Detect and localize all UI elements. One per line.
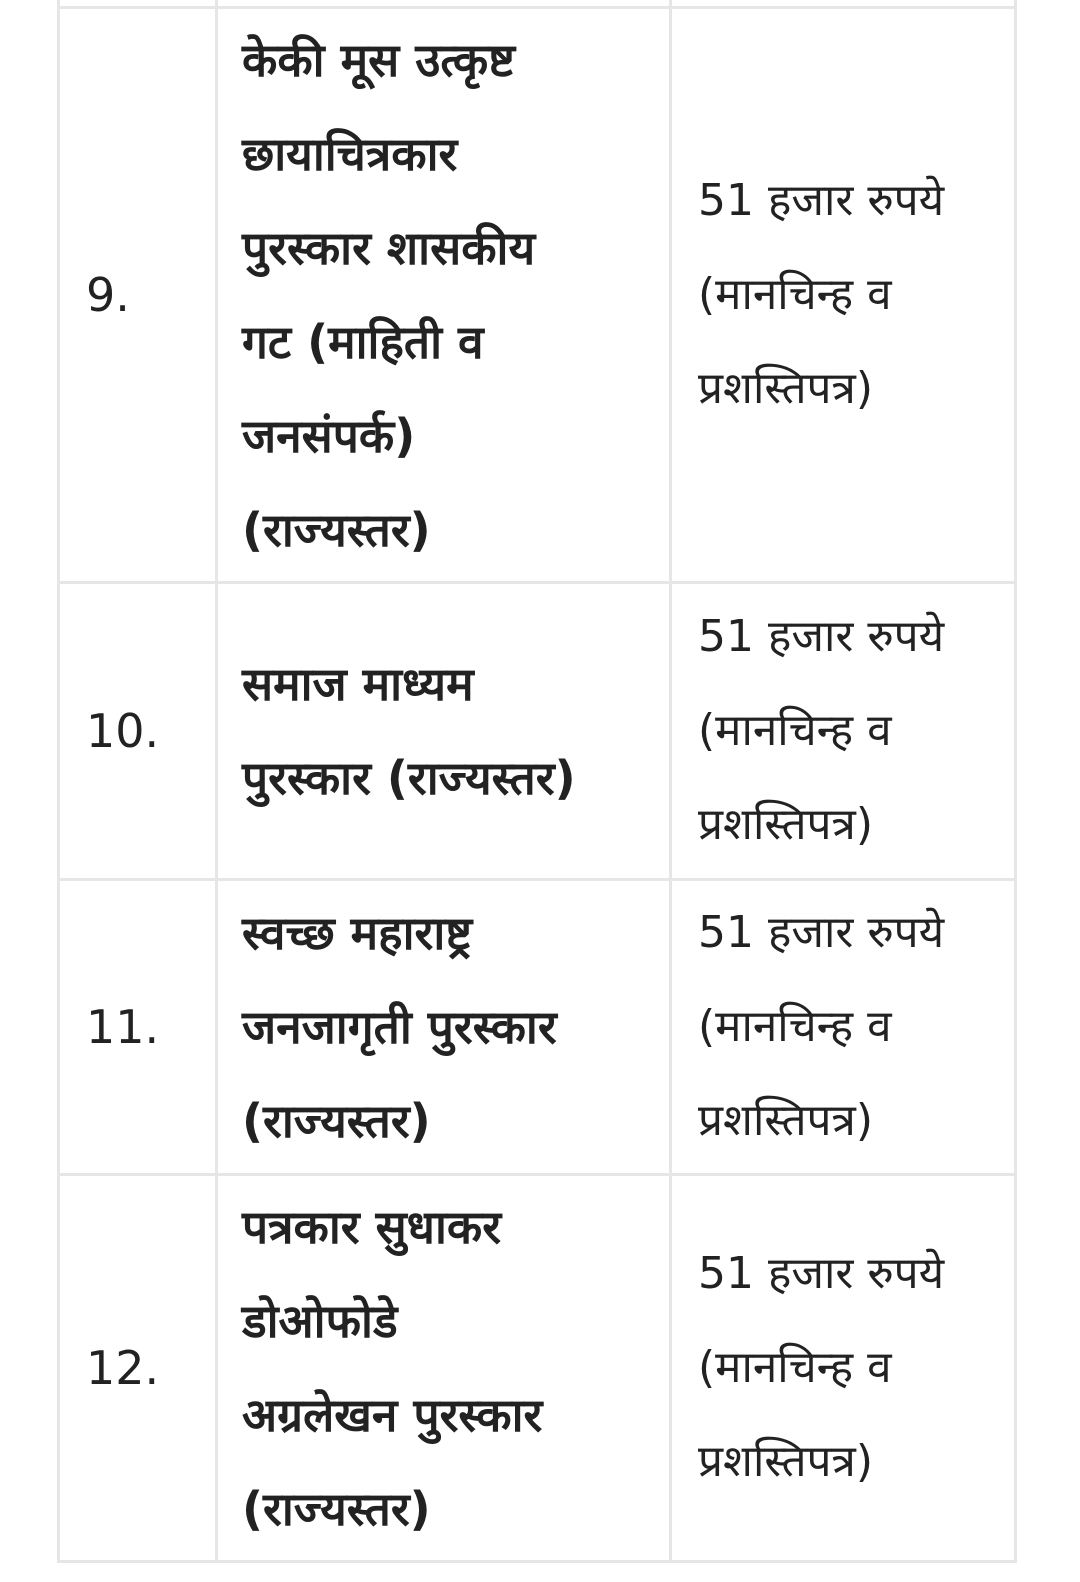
award-prize-line: 51 हजार रुपये [698, 175, 945, 226]
award-prize [671, 1175, 1016, 1562]
table-row [59, 1175, 1016, 1562]
award-prize-line: प्रशस्तिपत्र) [698, 1436, 873, 1487]
award-prize-line: प्रशस्तिपत्र) [698, 1095, 873, 1146]
award-name-line: (राज्यस्तर) [242, 503, 431, 557]
award-name-line: (राज्यस्तर) [242, 1094, 431, 1148]
award-prize [671, 880, 1016, 1175]
award-prize-line: (मानचिन्ह व [698, 705, 892, 756]
table-cell-edge [217, 0, 671, 8]
award-name-line: स्वच्छ महाराष्ट्र [242, 906, 473, 960]
award-name-line: अग्रलेखन पुरस्कार [242, 1388, 543, 1442]
award-prize-line: प्रशस्तिपत्र) [698, 799, 873, 850]
award-name-line: पुरस्कार (राज्यस्तर) [242, 751, 576, 805]
row-number: 9. [59, 8, 217, 583]
award-name-line: (राज्यस्तर) [242, 1482, 431, 1536]
award-name-line: डोओफोडे [242, 1294, 398, 1348]
award-name-line: केकी मूस उत्कृष्ट [242, 33, 516, 87]
table-cell-edge [671, 0, 1016, 8]
award-prize-line: (मानचिन्ह व [698, 1342, 892, 1393]
award-prize [671, 8, 1016, 583]
row-number: 12. [59, 1175, 217, 1562]
table-row [59, 880, 1016, 1175]
award-prize-line: 51 हजार रुपये [698, 611, 945, 662]
award-name-line: पत्रकार सुधाकर [242, 1200, 502, 1254]
award-name [217, 8, 671, 583]
award-name [217, 583, 671, 880]
award-name [217, 880, 671, 1175]
award-prize-line: (मानचिन्ह व [698, 1001, 892, 1052]
table-cell-edge [59, 0, 217, 8]
award-name-line: गट (माहिती व [242, 315, 484, 369]
award-name-line: समाज माध्यम [242, 657, 474, 711]
table-row-previous-edge [59, 0, 1016, 8]
row-number: 11. [59, 880, 217, 1175]
award-name-line: जनसंपर्क) [242, 409, 416, 463]
row-number: 10. [59, 583, 217, 880]
award-name-line: पुरस्कार शासकीय [242, 221, 536, 275]
award-name [217, 1175, 671, 1562]
award-prize [671, 583, 1016, 880]
award-prize-line: 51 हजार रुपये [698, 907, 945, 958]
award-prize-line: 51 हजार रुपये [698, 1248, 945, 1299]
award-prize-line: प्रशस्तिपत्र) [698, 363, 873, 414]
awards-table [57, 0, 1017, 1563]
award-name-line: जनजागृती पुरस्कार [242, 1000, 557, 1054]
award-name-line: छायाचित्रकार [242, 127, 458, 181]
table-row [59, 583, 1016, 880]
awards-table-container [57, 0, 1014, 1563]
table-row [59, 8, 1016, 583]
award-prize-line: (मानचिन्ह व [698, 269, 892, 320]
